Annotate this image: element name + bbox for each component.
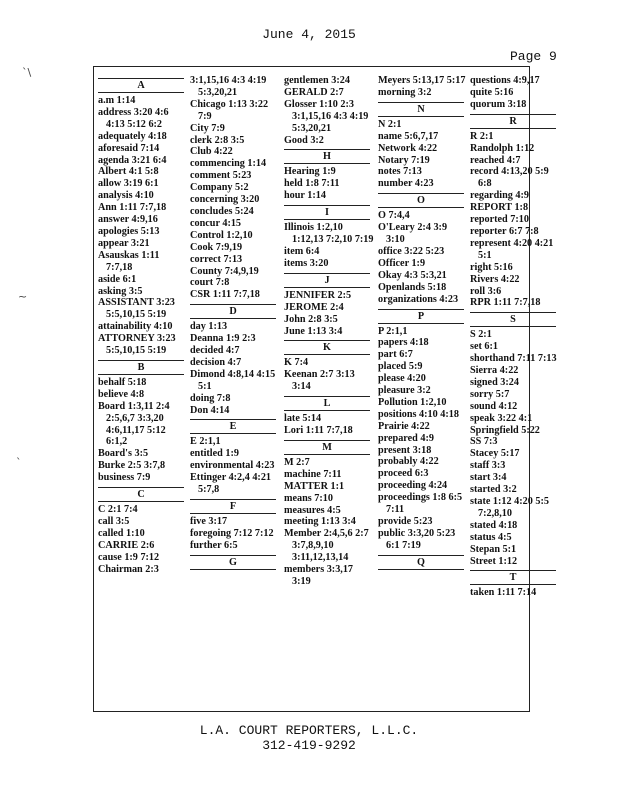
index-entry: provide 5:23: [378, 516, 433, 527]
index-entry: Ettinger 4:2,4 4:21 5:7,8: [190, 472, 272, 496]
index-column-4: [378, 75, 468, 572]
section-letter-header: S: [470, 312, 556, 327]
section-letter-header: T: [470, 570, 556, 585]
section-letter-header: A: [98, 78, 184, 93]
index-entry: concludes 5:24: [190, 205, 254, 217]
section-letter-header: C: [98, 487, 184, 502]
section-letter-header: P: [378, 309, 464, 324]
index-entry: Chairman 2:3: [98, 563, 159, 575]
index-entry: reporter 6:7 7:8: [470, 225, 539, 237]
index-entry: K 7:4: [284, 357, 309, 369]
section-letter-header: Q: [378, 555, 464, 570]
index-entry: call 3:5: [98, 516, 130, 527]
index-entry: notes 7:13: [378, 166, 422, 178]
index-entry: please 4:20: [378, 373, 426, 385]
index-entry: JEROME 2:4: [284, 301, 344, 313]
index-entry: members 3:3,17 3:19: [284, 564, 354, 587]
index-entry: Springfield 5:22: [470, 424, 540, 436]
index-entry: public 3:3,20 5:23 6:1 7:19: [378, 527, 456, 551]
index-entry: S 2:1: [470, 329, 492, 341]
index-entry: Cook 7:9,19: [190, 241, 243, 253]
page-number: Page 9: [510, 49, 557, 64]
index-entry: adequately 4:18: [98, 130, 167, 142]
index-entry: taken 1:11 7:14: [470, 587, 537, 599]
section-letter-header: B: [98, 360, 184, 375]
index-entry: prepared 4:9: [378, 432, 434, 444]
index-entry: placed 5:9: [378, 361, 423, 373]
index-column-5: [470, 75, 560, 599]
index-entry: morning 3:2: [378, 86, 432, 98]
index-entry: doing 7:8: [190, 392, 231, 404]
index-entry: City 7:9: [190, 122, 225, 134]
index-entry: part 6:7: [378, 349, 413, 361]
index-entry: Glosser 1:10 2:3 3:1,15,16 4:3 4:19 5:3,20,21: [284, 98, 369, 134]
index-entry: Deanna 1:9 2:3: [190, 333, 256, 345]
index-entry: further 6:5: [190, 539, 238, 551]
index-entry: started 3:2: [470, 484, 517, 496]
index-entry: a.m 1:14: [98, 95, 136, 106]
index-entry: commencing 1:14: [190, 158, 267, 170]
index-entry: sorry 5:7: [470, 388, 510, 400]
index-entry: CSR 1:11 7:7,18: [190, 289, 260, 301]
index-entry: stated 4:18: [470, 519, 518, 531]
header-date: June 4, 2015: [262, 27, 356, 42]
index-entry: Rivers 4:22: [470, 273, 520, 285]
index-entry: Chicago 1:13 3:22 7:9: [190, 98, 269, 122]
section-letter-header: O: [378, 193, 464, 208]
index-entry: start 3:4: [470, 472, 507, 484]
section-letter-header: M: [284, 440, 370, 455]
index-entry: quorum 3:18: [470, 98, 527, 110]
index-entry: environmental 4:23: [190, 460, 275, 472]
index-entry: clerk 2:8 3:5: [190, 134, 245, 146]
index-entry: staff 3:3: [470, 460, 506, 472]
index-entry: N 2:1: [378, 118, 402, 130]
index-entry: Notary 7:19: [378, 154, 430, 166]
index-entry: C 2:1 7:4: [98, 504, 138, 516]
index-entry: machine 7:11: [284, 468, 342, 480]
index-entry: Keenan 2:7 3:13 3:14: [284, 369, 355, 393]
index-entry: Board 1:3,11 2:4 2:5,6,7 3:3,20 4:6,11,17 5:12 6:1,2: [98, 400, 170, 448]
index-entry: entitled 1:9: [190, 448, 239, 460]
index-entry: represent 4:20 4:21 5:1: [470, 237, 554, 261]
index-entry: gentlemen 3:24: [284, 75, 350, 86]
index-entry: REPORT 1:8: [470, 202, 529, 214]
index-entry: June 1:13 3:4: [284, 325, 343, 337]
index-entry: Control 1:2,10: [190, 229, 253, 241]
index-entry: Stacey 5:17: [470, 448, 520, 460]
index-entry: Meyers 5:13,17 5:17: [378, 75, 466, 86]
index-entry: correct 7:13: [190, 253, 243, 265]
index-entry: pleasure 3:2: [378, 385, 431, 397]
index-entry: state 1:12 4:20 5:5 7:2,8,10: [470, 496, 549, 519]
index-entry: Illinois 1:2,10 1:12,13 7:2,10 7:19: [284, 222, 374, 246]
index-entry: behalf 5:18: [98, 376, 147, 388]
section-letter-header: F: [190, 499, 276, 514]
index-entry: GERALD 2:7: [284, 86, 344, 98]
index-entry: foregoing 7:12 7:12: [190, 527, 274, 539]
index-entry: measures 4:5: [284, 504, 341, 516]
index-entry: regarding 4:9: [470, 190, 529, 202]
index-entry: proceed 6:3: [378, 468, 429, 480]
index-entry: MATTER 1:1: [284, 480, 345, 492]
index-entry: five 3:17: [190, 516, 228, 527]
index-entry: signed 3:24: [470, 376, 519, 388]
index-entry: Prairie 4:22: [378, 420, 430, 432]
section-letter-header: J: [284, 273, 370, 288]
section-letter-header: D: [190, 304, 276, 319]
index-entry: late 5:14: [284, 413, 322, 425]
index-entry: called 1:10: [98, 527, 145, 539]
index-column-1: [98, 75, 188, 576]
index-entry: proceedings 1:8 6:5 7:11: [378, 492, 463, 516]
index-entry: R 2:1: [470, 130, 494, 142]
index-entry: status 4:5: [470, 531, 512, 543]
index-entry: M 2:7: [284, 456, 310, 468]
index-entry: address 3:20 4:6 4:13 5:12 6:2: [98, 106, 169, 130]
index-entry: shorthand 7:11 7:13: [470, 353, 557, 365]
index-entry: name 5:6,7,17: [378, 130, 439, 142]
index-entry: papers 4:18: [378, 337, 429, 349]
index-entry: concur 4:15: [190, 217, 242, 229]
index-entry: E 2:1,1: [190, 436, 221, 448]
index-entry: CARRIE 2:6: [98, 539, 155, 551]
index-entry: Good 3:2: [284, 134, 324, 146]
index-entry: Member 2:4,5,6 2:7 3:7,8,9,10 3:11,12,13,14: [284, 528, 369, 564]
section-letter-header: H: [284, 149, 370, 164]
index-entry: agenda 3:21 6:4: [98, 154, 167, 166]
footer-phone: 312-419-9292: [262, 738, 356, 753]
index-entry: positions 4:10 4:18: [378, 408, 459, 420]
index-entry: Street 1:12: [470, 555, 518, 567]
scan-mark: ~: [18, 290, 28, 303]
index-entry: meeting 1:13 3:4: [284, 516, 356, 528]
index-entry: comment 5:23: [190, 170, 252, 182]
index-entry: Company 5:2: [190, 182, 249, 194]
index-entry: RPR 1:11 7:7,18: [470, 297, 541, 309]
section-letter-header: N: [378, 102, 464, 117]
index-entry: reported 7:10: [470, 214, 529, 226]
index-entry: decision 4:7: [190, 356, 242, 368]
index-column-3: [284, 75, 374, 588]
index-entry: questions 4:9,17: [470, 75, 540, 86]
index-entry: hour 1:14: [284, 190, 326, 202]
section-letter-header: L: [284, 396, 370, 411]
index-entry: office 3:22 5:23: [378, 245, 445, 257]
index-entry: cause 1:9 7:12: [98, 551, 160, 563]
index-entry: answer 4:9,16: [98, 214, 158, 226]
index-entry: Dimond 4:8,14 4:15 5:1: [190, 368, 276, 392]
index-entry: held 1:8 7:11: [284, 178, 340, 190]
index-entry: Ann 1:11 7:7,18: [98, 202, 167, 214]
index-entry: Sierra 4:22: [470, 365, 519, 377]
index-entry: Stepan 5:1: [470, 543, 517, 555]
index-entry: Lori 1:11 7:7,18: [284, 425, 353, 437]
index-entry: John 2:8 3:5: [284, 313, 338, 325]
index-entry: organizations 4:23: [378, 293, 459, 305]
index-entry: items 3:20: [284, 257, 329, 269]
index-entry: right 5:16: [470, 261, 513, 273]
index-entry: concerning 3:20: [190, 194, 260, 206]
index-entry: probably 4:22: [378, 456, 439, 468]
index-entry: decided 4:7: [190, 345, 240, 357]
index-entry: Openlands 5:18: [378, 281, 447, 293]
index-entry: number 4:23: [378, 178, 434, 190]
index-entry: Club 4:22: [190, 146, 233, 158]
section-letter-header: E: [190, 419, 276, 434]
index-entry: Burke 2:5 3:7,8: [98, 460, 166, 472]
footer-company: L.A. COURT REPORTERS, L.L.C.: [199, 723, 419, 738]
index-entry: ASSISTANT 3:23 5:5,10,15 5:19: [98, 297, 175, 321]
index-entry: roll 3:6: [470, 285, 502, 297]
index-entry: sound 4:12: [470, 400, 518, 412]
index-entry: believe 4:8: [98, 388, 145, 400]
index-entry: asking 3:5: [98, 285, 143, 297]
section-letter-header: K: [284, 340, 370, 355]
index-entry: SS 7:3: [470, 436, 498, 448]
index-entry: record 4:13,20 5:9 6:8: [470, 166, 549, 190]
index-entry: Albert 4:1 5:8: [98, 166, 159, 178]
section-letter-header: I: [284, 205, 370, 220]
index-entry: day 1:13: [190, 321, 228, 333]
section-letter-header: R: [470, 114, 556, 129]
index-entry: business 7:9: [98, 472, 151, 484]
index-entry: Hearing 1:9: [284, 166, 336, 178]
index-entry: aside 6:1: [98, 273, 137, 285]
index-entry: Okay 4:3 5:3,21: [378, 269, 447, 281]
scan-mark: `\: [22, 66, 32, 79]
index-entry: means 7:10: [284, 492, 333, 504]
index-entry: appear 3:21: [98, 237, 150, 249]
index-entry: set 6:1: [470, 341, 499, 353]
index-entry: 3:1,15,16 4:3 4:19 5:3,20,21: [190, 75, 267, 98]
index-entry: JENNIFER 2:5: [284, 289, 352, 301]
index-entry: proceeding 4:24: [378, 480, 448, 492]
index-entry: reached 4:7: [470, 154, 521, 166]
index-entry: O'Leary 2:4 3:9 3:10: [378, 222, 448, 246]
index-entry: O 7:4,4: [378, 210, 410, 222]
index-entry: County 7:4,9,19: [190, 265, 259, 277]
scan-mark: `: [16, 456, 22, 469]
index-entry: Randolph 1:12: [470, 142, 535, 154]
index-entry: quite 5:16: [470, 86, 514, 98]
index-entry: Don 4:14: [190, 404, 230, 416]
index-entry: Asauskas 1:11 7:7,18: [98, 249, 160, 273]
index-entry: Network 4:22: [378, 142, 438, 154]
index-entry: aforesaid 7:14: [98, 142, 160, 154]
index-entry: Pollution 1:2,10: [378, 396, 447, 408]
index-entry: court 7:8: [190, 277, 230, 289]
index-entry: P 2:1,1: [378, 325, 408, 337]
index-entry: Officer 1:9: [378, 257, 426, 269]
index-entry: present 3:18: [378, 444, 432, 456]
index-entry: item 6:4: [284, 245, 320, 257]
index-entry: allow 3:19 6:1: [98, 178, 159, 190]
index-entry: Board's 3:5: [98, 448, 149, 460]
index-entry: analysis 4:10: [98, 190, 154, 202]
index-entry: apologies 5:13: [98, 225, 160, 237]
index-entry: speak 3:22 4:1: [470, 412, 533, 424]
index-entry: attainability 4:10: [98, 321, 173, 333]
index-entry: ATTORNEY 3:23 5:5,10,15 5:19: [98, 333, 176, 357]
index-column-2: [190, 75, 280, 572]
section-letter-header: G: [190, 555, 276, 570]
